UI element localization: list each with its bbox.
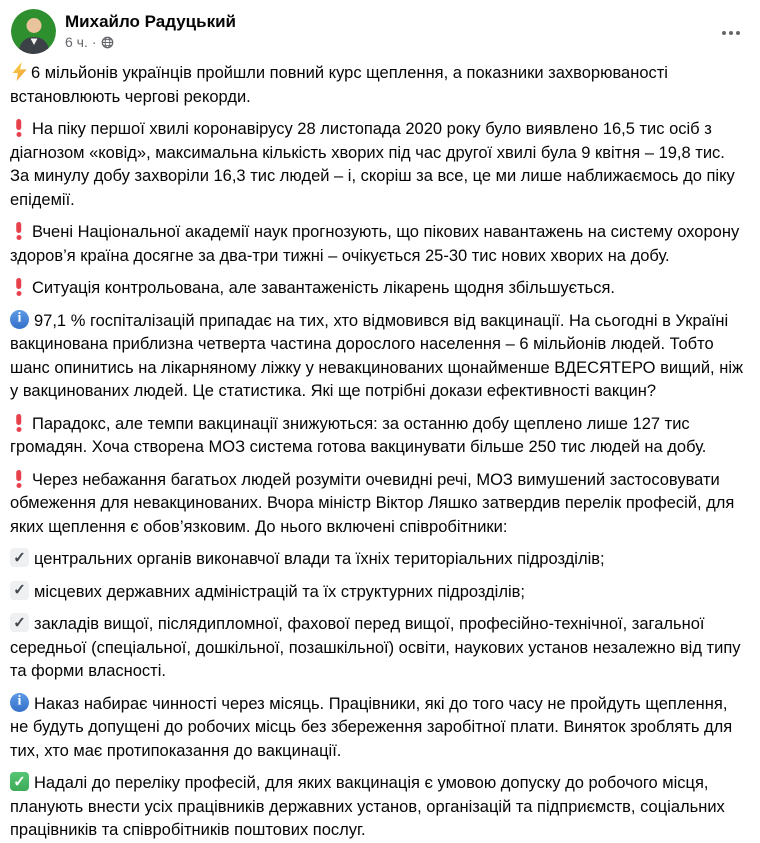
check-icon bbox=[10, 581, 29, 600]
paragraph-text: центральних органів виконавчої влади та їхніх територіальних підрозділів; bbox=[34, 550, 605, 568]
post-list-item bbox=[10, 613, 746, 684]
paragraph-text: Наказ набирає чинності через місяць. Працівники, які до того часу не пройдуть щеплення, не будуть допущені до робочих місць без збереження заробітної плати. Виняток зроблять для тих, хто має протипоказання до вакцинації. bbox=[10, 694, 733, 760]
post-menu-button[interactable] bbox=[716, 21, 746, 45]
post-paragraph bbox=[10, 118, 746, 212]
paragraph-text: Ситуація контрольована, але завантаженість лікарень щодня збільшується. bbox=[32, 279, 616, 297]
paragraph-text: закладів вищої, післядипломної, фахової перед вищої, професійно-технічної, загальної середньої (спеціальної, дошкільної, позашкільної) освіти, наукових установ незалежно від типу та форми власності. bbox=[10, 615, 741, 680]
header-text bbox=[65, 9, 716, 51]
paragraph-text: 6 мільйонів українців пройшли повний курс щеплення, а показники захворюваності встановлюють чергові рекорди. bbox=[10, 64, 668, 106]
post-list-item bbox=[10, 548, 746, 572]
post-paragraph bbox=[10, 62, 746, 109]
exclamation-icon bbox=[10, 221, 27, 240]
meta-separator: · bbox=[91, 34, 97, 50]
post-header bbox=[0, 0, 760, 56]
ellipsis-icon bbox=[722, 31, 726, 35]
check-icon bbox=[10, 613, 29, 632]
avatar[interactable] bbox=[11, 9, 56, 54]
post-body bbox=[0, 56, 760, 843]
post-meta bbox=[65, 33, 716, 51]
zap-icon bbox=[10, 62, 29, 81]
post-paragraph bbox=[10, 310, 746, 404]
post-paragraph bbox=[10, 772, 746, 843]
exclamation-icon bbox=[10, 469, 27, 488]
check-icon bbox=[10, 548, 29, 567]
exclamation-icon bbox=[10, 277, 27, 296]
timestamp[interactable]: 6 ч. bbox=[65, 34, 88, 50]
info-icon bbox=[10, 310, 29, 329]
paragraph-text: Парадокс, але темпи вакцинації знижуються: за останню добу щеплено лише 127 тис громадян. Хоча створена МОЗ система готова вакцинувати більше 250 тис людей на добу. bbox=[10, 414, 707, 456]
avatar-image bbox=[11, 9, 56, 54]
paragraph-text: 97,1 % госпіталізацій припадає на тих, хто відмовився від вакцинації. На сьогодні в Україні вакцинована приблизна четверта частина дорослого населення – 6 мільйонів людей. Тобто шанс опинитись на лікарняному ліжку у невакцинованих щонайменше ВДЕСЯТЕРО вищий, ніж у вакцинованих людей. Це статистика. Які ще потрібні докази ефективності вакцин? bbox=[10, 311, 744, 400]
globe-icon bbox=[101, 36, 114, 49]
paragraph-text: Вчені Національної академії наук прогнозують, що пікових навантажень на систему охорону здоров’я країна досягне за два-три тижні – очікується 25-30 тис нових хворих на добу. bbox=[10, 223, 740, 265]
green-check-icon bbox=[10, 772, 29, 791]
post-paragraph bbox=[10, 469, 746, 540]
post-paragraph bbox=[10, 277, 746, 301]
exclamation-icon bbox=[10, 413, 27, 432]
post-list-item bbox=[10, 581, 746, 605]
paragraph-text: На піку першої хвилі коронавірусу 28 листопада 2020 року було виявлено 16,5 тис осіб з діагнозом «ковід», максимальна кількість хворих під час другої хвилі була 9 квітня – 19,8 тис. За минулу добу захворіли 16,3 тис людей – і, скоріш за все, це ми лише наближаємось до піку епідемії. bbox=[10, 120, 735, 209]
exclamation-icon bbox=[10, 118, 27, 137]
info-icon bbox=[10, 693, 29, 712]
author-name[interactable]: Михайло Радуцький bbox=[65, 12, 236, 31]
paragraph-text: Надалі до переліку професій, для яких вакцинація є умовою допуску до робочого місця, планують внести усіх працівників державних установ, організацій та підприємств, соціальних працівників та співробітників поштових послуг. bbox=[10, 774, 725, 839]
post-paragraph bbox=[10, 221, 746, 268]
post-paragraph bbox=[10, 693, 746, 764]
paragraph-text: місцевих державних адміністрацій та їх структурних підрозділів; bbox=[34, 582, 525, 601]
paragraph-text: Через небажання багатьох людей розуміти очевидні речі, МОЗ вимушений застосовувати обмеження для невакцинованих. Вчора міністр Віктор Ляшко затвердив перелік професій, для яких щеплення є обов’язковим. До нього включені співробітники: bbox=[10, 470, 735, 536]
post-paragraph bbox=[10, 413, 746, 460]
